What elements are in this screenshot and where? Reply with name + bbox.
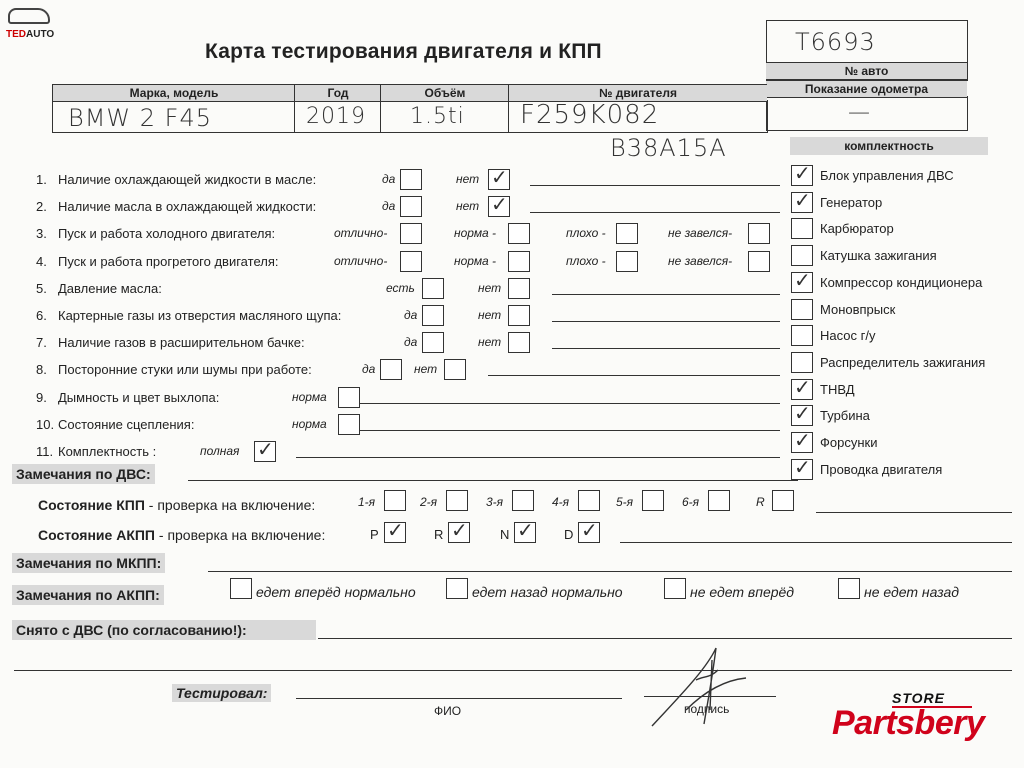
akpp-option-label: едет назад нормально	[472, 584, 623, 600]
check-mark-icon: ✓	[387, 520, 404, 542]
kompl-checkbox[interactable]	[791, 192, 813, 213]
kompl-checkbox[interactable]	[791, 459, 813, 480]
check-mark-icon: ✓	[794, 377, 811, 399]
option-label-net: нет	[478, 308, 502, 322]
kompl-item-label: Катушка зажигания	[820, 248, 937, 263]
check-mark-icon: ✓	[794, 270, 811, 292]
option-label-norma: норма -	[454, 254, 497, 268]
test-label: Наличие охлаждающей жидкости в масле:	[58, 172, 317, 187]
kpp-gear-checkbox[interactable]	[512, 490, 534, 511]
kompl-item-label: Блок управления ДВС	[820, 168, 954, 183]
kompl-checkbox[interactable]	[791, 379, 813, 400]
col-year-label: Год	[294, 84, 381, 102]
test-number: 1.	[36, 172, 47, 187]
option-label-est: есть	[386, 281, 415, 295]
test-number: 10.	[36, 417, 55, 432]
check-mark-icon: ✓	[794, 190, 811, 212]
test-label: Посторонние стуки или шумы при работе:	[58, 362, 312, 377]
test-label: Комплектность :	[58, 444, 157, 459]
option-label-da: да	[362, 362, 376, 376]
tested-label: Тестировал:	[172, 684, 271, 702]
kompl-checkbox[interactable]	[791, 165, 813, 186]
test-number: 11.	[36, 444, 54, 459]
remarks-mkpp-label: Замечания по МКПП:	[12, 553, 165, 573]
year-value: 2019	[306, 104, 366, 129]
checkbox-ploho[interactable]	[616, 251, 638, 272]
option-label-net: нет	[456, 199, 480, 213]
checkbox-da[interactable]	[400, 196, 422, 217]
test-label: Дымность и цвет выхлопа:	[58, 390, 220, 405]
check-mark-icon: ✓	[517, 520, 534, 542]
check-mark-icon: ✓	[491, 194, 508, 216]
kpp-gear-checkbox[interactable]	[446, 490, 468, 511]
fio-label: ФИО	[434, 704, 462, 718]
removed-label: Снято с ДВС (по согласованию!):	[12, 620, 316, 640]
option-label-da: да	[382, 199, 396, 213]
logo-partsbery-text: Partsbery	[832, 704, 985, 742]
option-label-net: нет	[478, 335, 502, 349]
test-label: Картерные газы из отверстия масляного щупа:	[58, 308, 342, 323]
odometer-label: Показание одометра	[766, 80, 967, 98]
kompl-checkbox[interactable]	[791, 272, 813, 293]
akpp-option-checkbox[interactable]	[230, 578, 252, 599]
akpp-option-label: едет вперёд нормально	[256, 584, 416, 600]
kompl-item-label: Турбина	[820, 408, 870, 423]
kpp-gear-checkbox[interactable]	[642, 490, 664, 511]
option-label-ne-zavelsya: не завелся-	[668, 254, 733, 268]
logo-store-text: STORE	[892, 690, 945, 706]
checkbox-norma[interactable]	[338, 414, 360, 435]
kpp-gear-label: 6-я	[682, 495, 700, 509]
checkbox-otlichno[interactable]	[400, 223, 422, 244]
akpp-option-label: не едет вперёд	[690, 584, 795, 600]
kompl-item-label: Проводка двигателя	[820, 462, 943, 477]
akpp-option-checkbox[interactable]	[664, 578, 686, 599]
checkbox-norma[interactable]	[338, 387, 360, 408]
logo-ted-black: AUTO	[26, 29, 55, 40]
page-title: Карта тестирования двигателя и КПП	[205, 40, 602, 63]
checkbox-net[interactable]	[488, 169, 510, 190]
checkbox-net[interactable]	[508, 305, 530, 326]
kpp-gear-checkbox[interactable]	[772, 490, 794, 511]
checkbox-norma[interactable]	[508, 251, 530, 272]
checkbox-est[interactable]	[422, 278, 444, 299]
checkbox-da[interactable]	[380, 359, 402, 380]
checkbox-polnaya[interactable]	[254, 441, 276, 462]
option-label-norma: норма -	[454, 226, 497, 240]
test-number: 7.	[36, 335, 47, 350]
logo-ted-red: TED	[6, 29, 26, 40]
option-label-norma: норма	[292, 390, 327, 404]
checkbox-net[interactable]	[508, 332, 530, 353]
akpp-gear-checkbox[interactable]	[514, 522, 536, 543]
test-label: Давление масла:	[58, 281, 162, 296]
option-label-ploho: плохо -	[566, 226, 606, 240]
option-label-ne-zavelsya: не завелся-	[668, 226, 733, 240]
option-label-otlichno: отлично-	[334, 254, 388, 268]
akpp-gear-checkbox[interactable]	[384, 522, 406, 543]
akpp-label: Состояние АКПП - проверка на включение:	[38, 527, 326, 543]
checkbox-net[interactable]	[508, 278, 530, 299]
test-label: Наличие газов в расширительном бачке:	[58, 335, 305, 350]
test-number: 4.	[36, 254, 47, 269]
checkbox-ploho[interactable]	[616, 223, 638, 244]
car-number-label: № авто	[766, 62, 967, 80]
akpp-gear-label: N	[500, 527, 510, 542]
kompl-checkbox[interactable]	[791, 352, 813, 373]
engine-code-value: B38A15A	[610, 134, 727, 162]
check-mark-icon: ✓	[491, 167, 508, 189]
checkbox-da[interactable]	[422, 305, 444, 326]
kompl-item-label: Карбюратор	[820, 221, 894, 236]
col-make-label: Марка, модель	[52, 84, 295, 102]
option-label-net: нет	[414, 362, 438, 376]
option-label-net: нет	[478, 281, 502, 295]
option-label-da: да	[404, 308, 418, 322]
checkbox-norma[interactable]	[508, 223, 530, 244]
kompl-checkbox[interactable]	[791, 405, 813, 426]
option-label-da: да	[382, 172, 396, 186]
odometer-value: —	[848, 100, 871, 125]
akpp-gear-checkbox[interactable]	[578, 522, 600, 543]
test-label: Пуск и работа прогретого двигателя:	[58, 254, 279, 269]
signature	[646, 640, 756, 730]
akpp-option-checkbox[interactable]	[446, 578, 468, 599]
option-label-net: нет	[456, 172, 480, 186]
kompl-checkbox[interactable]	[791, 245, 813, 266]
kpp-gear-checkbox[interactable]	[708, 490, 730, 511]
checkbox-net[interactable]	[488, 196, 510, 217]
car-number-value: T6693	[795, 28, 876, 56]
test-number: 8.	[36, 362, 47, 377]
akpp-gear-label: P	[370, 527, 379, 542]
test-number: 2.	[36, 199, 47, 214]
option-label-polnaya: полная	[200, 444, 240, 458]
check-mark-icon: ✓	[794, 163, 811, 185]
kompl-checkbox[interactable]	[791, 218, 813, 239]
test-number: 5.	[36, 281, 47, 296]
kpp-label: Состояние КПП - проверка на включение:	[38, 497, 316, 513]
car-icon	[8, 8, 50, 24]
kpp-gear-label: 2-я	[420, 495, 438, 509]
check-mark-icon: ✓	[257, 439, 274, 461]
partsbery-logo	[832, 690, 1007, 750]
kompl-item-label: Насос г/у	[820, 328, 876, 343]
check-mark-icon: ✓	[794, 457, 811, 479]
checkbox-ne-zavelsya[interactable]	[748, 251, 770, 272]
akpp-gear-label: R	[434, 527, 444, 542]
make-value: BMW 2 F45	[68, 104, 213, 132]
checkbox-da[interactable]	[422, 332, 444, 353]
kompl-item-label: Распределитель зажигания	[820, 355, 986, 370]
option-label-norma: норма	[292, 417, 327, 431]
check-mark-icon: ✓	[794, 430, 811, 452]
kompl-header: комплектность	[790, 137, 988, 155]
test-number: 3.	[36, 226, 47, 241]
sign-label: подпись	[684, 702, 730, 716]
kompl-item-label: Генератор	[820, 195, 883, 210]
checkbox-otlichno[interactable]	[400, 251, 422, 272]
test-label: Наличие масла в охлаждающей жидкости:	[58, 199, 317, 214]
kompl-checkbox[interactable]	[791, 299, 813, 320]
kpp-gear-label: 1-я	[358, 495, 376, 509]
kompl-item-label: Моновпрыск	[820, 302, 896, 317]
kpp-gear-checkbox[interactable]	[384, 490, 406, 511]
akpp-gear-checkbox[interactable]	[448, 522, 470, 543]
option-label-da: да	[404, 335, 418, 349]
test-label: Состояние сцепления:	[58, 417, 195, 432]
check-mark-icon: ✓	[794, 403, 811, 425]
volume-value: 1.5ti	[410, 104, 465, 129]
checkbox-ne-zavelsya[interactable]	[748, 223, 770, 244]
kpp-gear-checkbox[interactable]	[578, 490, 600, 511]
kpp-gear-label: R	[756, 495, 765, 509]
col-engine-label: № двигателя	[508, 84, 767, 102]
kompl-item-label: ТНВД	[820, 382, 855, 397]
remarks-dvs-label: Замечания по ДВС:	[12, 464, 155, 484]
akpp-option-checkbox[interactable]	[838, 578, 860, 599]
checkbox-net[interactable]	[444, 359, 466, 380]
check-mark-icon: ✓	[451, 520, 468, 542]
test-label: Пуск и работа холодного двигателя:	[58, 226, 276, 241]
kompl-checkbox[interactable]	[791, 432, 813, 453]
test-number: 6.	[36, 308, 47, 323]
kpp-gear-label: 5-я	[616, 495, 634, 509]
checkbox-da[interactable]	[400, 169, 422, 190]
option-label-otlichno: отлично-	[334, 226, 388, 240]
col-volume-label: Объём	[380, 84, 509, 102]
test-number: 9.	[36, 390, 47, 405]
kompl-item-label: Компрессор кондиционера	[820, 275, 983, 290]
option-label-ploho: плохо -	[566, 254, 606, 268]
kpp-gear-label: 3-я	[486, 495, 504, 509]
kompl-checkbox[interactable]	[791, 325, 813, 346]
kompl-item-label: Форсунки	[820, 435, 878, 450]
akpp-option-label: не едет назад	[864, 584, 959, 600]
kpp-gear-label: 4-я	[552, 495, 570, 509]
check-mark-icon: ✓	[581, 520, 598, 542]
remarks-akpp-label: Замечания по АКПП:	[12, 585, 164, 605]
akpp-gear-label: D	[564, 527, 574, 542]
engine-no-value: F259K082	[520, 100, 660, 130]
tedauto-logo	[6, 8, 55, 40]
